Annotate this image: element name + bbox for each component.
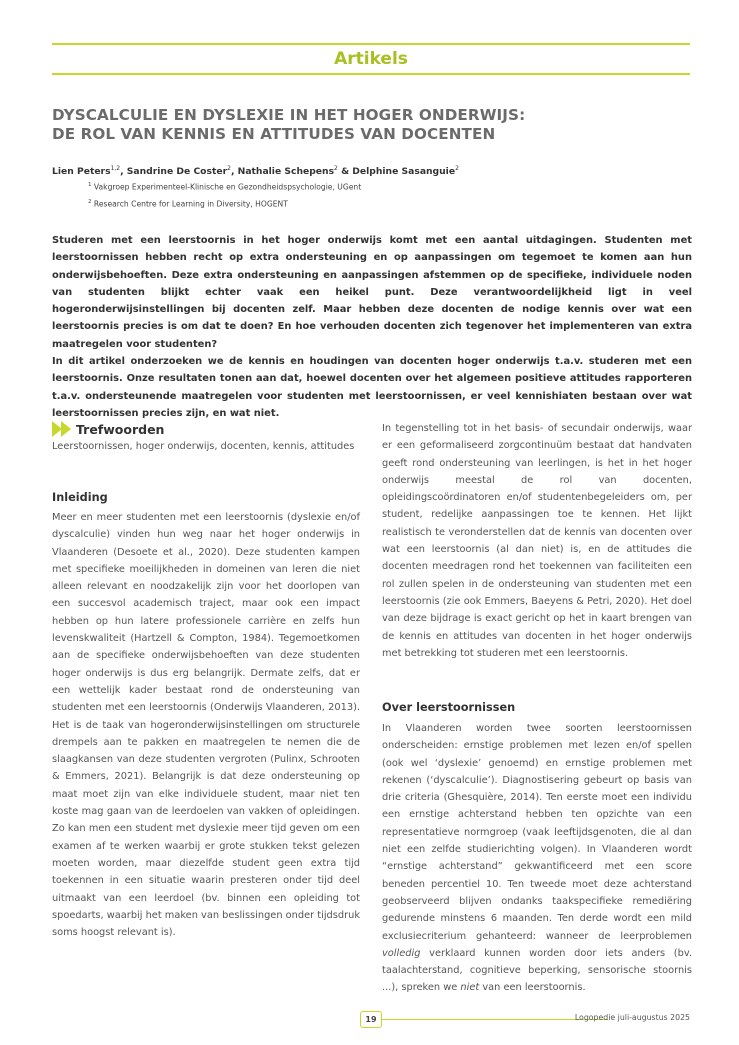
author-name: & Delphine Sasanguie: [337, 166, 456, 178]
abstract-paragraph-1: Studeren met een leerstoornis in het hoger onderwijs komt met een aantal uitdagingen. Studenten met leerstoornissen hebben recht op extra ondersteuning en op aanpassingen om tegemoet te komen aan hun onderwijsbehoeften. Deze extra ondersteuning en aanpassingen afstemmen op de specifieke, individuele noden van studenten blijkt echter vaak een heikel punt. Deze verantwoordelijkheid ligt in veel hogeronderwijsinstellingen bij docenten zelf. Maar hebben deze docenten de nodige kennis over wat een leerstoornis precies is om dat te doen? En hoe verhouden docenten zich tegenover het implementeren van extra maatregelen voor studenten?: [52, 235, 692, 350]
over-leerstoornissen-body: [382, 720, 692, 997]
affiliation-1: [88, 180, 361, 193]
heading-inleiding: Inleiding: [52, 491, 108, 504]
body-text-segment: van een leerstoornis.: [479, 982, 586, 994]
emphasis-text: volledig: [382, 947, 421, 959]
journal-footer: Logopedie juli-augustus 2025: [574, 1013, 690, 1022]
heading-over-leerstoornissen: Over leerstoornissen: [382, 701, 516, 714]
author-name: , Sandrine De Coster: [120, 166, 228, 178]
affiliation-number: 1: [88, 182, 92, 188]
emphasis-text: niet: [460, 982, 480, 994]
article-title-line-1: DYSCALCULIE EN DYSLEXIE IN HET HOGER ONDERWIJS:: [52, 106, 526, 124]
abstract: [52, 232, 692, 422]
abstract-paragraph-2: In dit artikel onderzoeken we de kennis en houdingen van docenten hoger onderwijs t.a.v. studeren met een leerstoornis. Onze resultaten tonen aan dat, hoewel docenten over het algemeen positieve attitudes rapporteren t.a.v. ondersteunende maatregelen voor studenten met leerstoornissen, er veel kennishiaten bestaan over wat leerstoornissen precies zijn, en wat niet.: [52, 356, 692, 419]
intro-continuation-paragraph: In tegenstelling tot in het basis- of secundair onderwijs, waar er een geformaliseerd zorgcontinuüm bestaat dat handvaten geeft rond ondersteuning van leerlingen, is het in het hoger onderwijs meestal de rol van docenten, opleidingscoördinatoren en/of studentenbegeleiders om, per student, redelijke aanpassingen toe te kennen. Het lijkt realistisch te veronderstellen dat de kennis van docenten over wat een leerstoornis (al dan niet) is, en de attitudes die docenten meedragen rond het toekennen van faciliteiten een rol zullen spelen in de ondersteuning van studenten met een leerstoornis (zie ook Emmers, Baeyens & Petri, 2020). Het doel van deze bijdrage is exact gericht op het in kaart brengen van de kennis en attitudes van docenten in het hoger onderwijs met betrekking tot studeren met een leerstoornis.: [382, 423, 692, 659]
inleiding-paragraph: Meer en meer studenten met een leerstoornis (dyslexie en/of dyscalculie) vinden hun weg naar het hoger onderwijs in Vlaanderen (Desoete et al., 2020). Deze studenten kampen met specifieke moeilijkheden in domeinen van leren die niet alleen relevant en noodzakelijk zijn voor het doorlopen van een succesvol academisch traject, maar ook een impact hebben op hun latere professionele carrière en zelfs hun levenskwaliteit (Hartzell & Compton, 1984). Tegemoetkomen aan de specifieke onderwijsbehoeften van deze studenten hoger onderwijs is dus erg belangrijk. Dermate zelfs, dat er een wettelijk kader bestaat rond de ondersteuning van studenten met een leerstoornis (Onderwijs Vlaanderen, 2013). Het is de taak van hogeronderwijsinstellingen om structurele drempels aan te pakken en maatregelen te nemen die de slaagkansen van deze studenten vergroten (Pulinx, Schrooten & Emmers, 2021). Belangrijk is dat deze ondersteuning op maat moet zijn van elke individuele student, maar niet ten koste mag gaan van de leerdoelen van vakken of opleidingen. Zo kan men een student met dyslexie meer tijd geven om een examen af te werken waarbij er grote stukken tekst gelezen moeten worden, maar diezelfde student geen extra tijd toekennen in een situatie waarin presteren onder tijd deel uitmaakt van een leerdoel (bv. binnen een opleiding tot spoedarts, waarbij het maken van beslissingen onder tijdsdruk soms hoogst relevant is).: [52, 512, 360, 939]
keywords-title: Trefwoorden: [76, 421, 165, 437]
section-title: Artikels: [334, 49, 408, 69]
keywords-heading: [52, 419, 164, 439]
body-text-segment: verklaard kunnen worden door iets anders (bv. taalachterstand, cognitieve beperking, sensorische stoornis ...), spreken we: [382, 947, 692, 994]
affiliation-text: Research Centre for Learning in Diversity, HOGENT: [91, 199, 288, 209]
page-number: 19: [360, 1011, 382, 1028]
intro-continuation: [382, 420, 692, 662]
affiliation-2: [88, 197, 288, 210]
header-rule-bottom: [52, 73, 690, 75]
over-leerstoornissen-paragraph: [382, 720, 692, 997]
author-affiliation-mark: 1,2: [110, 165, 121, 172]
article-title-line-2: DE ROL VAN KENNIS EN ATTITUDES VAN DOCENTEN: [52, 125, 496, 143]
header-rule-top: [52, 43, 690, 45]
inleiding-body: [52, 509, 360, 941]
keywords-text: Leerstoornissen, hoger onderwijs, docenten, kennis, attitudes: [52, 441, 355, 452]
author-name: , Nathalie Schepens: [230, 166, 335, 178]
author-affiliation-mark: 2: [227, 165, 231, 172]
author-affiliation-mark: 2: [334, 165, 338, 172]
body-text-segment: In Vlaanderen worden twee soorten leerstoornissen onderscheiden: ernstige problemen met lezen en/of spellen (ook wel ‘dyslexie’ genoemd) en ernstige problemen met rekenen (‘dyscalculie’). Diagnostisering gebeurt op basis van drie criteria (Ghesquière, 2014). Ten eerste moet een individu een ernstige achterstand hebben ten opzichte van een representatieve normgroep (vaak leeftijdsgenoten, die al dan niet een zelfde studierichting volgen). In Vlaanderen wordt “ernstige achterstand” gekwantificeerd met een score beneden percentiel 10. Ten tweede moet deze achterstand geobserveerd blijven ondanks taakspecifieke remediëring gedurende minstens 6 maanden. Ten derde wordt een mild exclusiecriterium gehanteerd: wanneer de leerproblemen: [382, 723, 692, 942]
double-arrow-icon: [52, 421, 71, 437]
author-name: Lien Peters: [52, 166, 111, 178]
article-title: [52, 106, 692, 144]
affiliation-number: 2: [88, 199, 92, 205]
author-list: [52, 162, 459, 179]
affiliation-text: Vakgroep Experimenteel-Klinische en Gezondheidspsychologie, UGent: [91, 182, 362, 192]
author-affiliation-mark: 2: [455, 165, 459, 172]
